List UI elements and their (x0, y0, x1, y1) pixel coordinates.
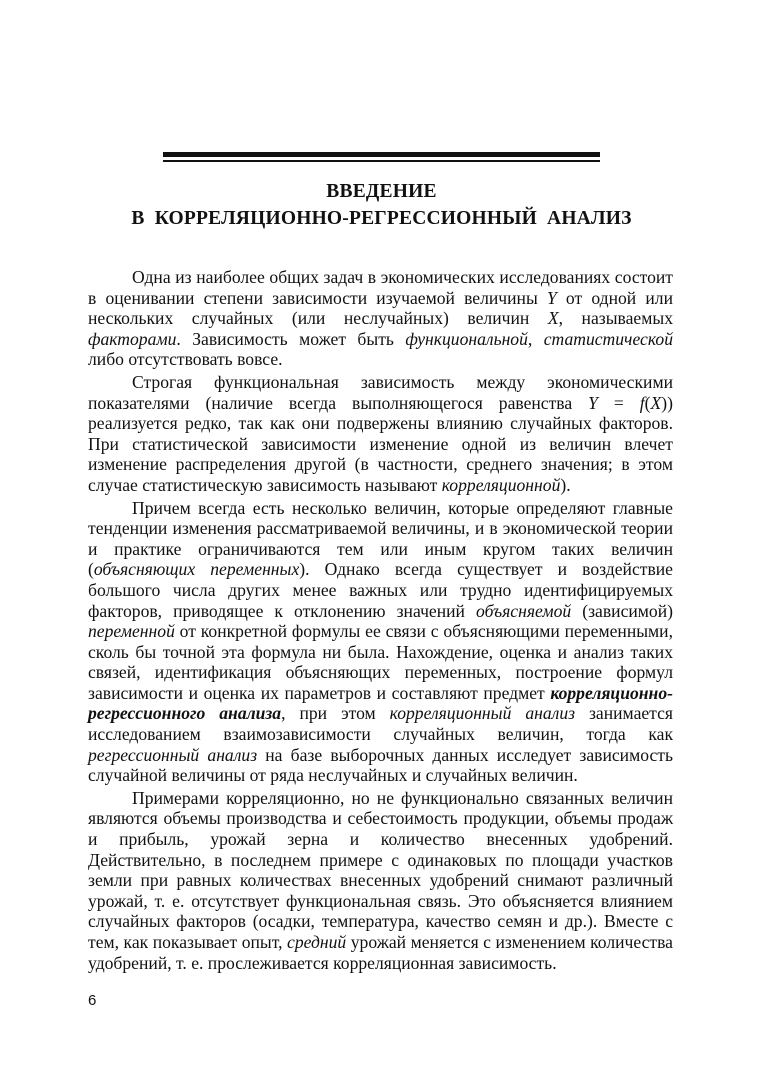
body-text (88, 267, 673, 973)
paragraph-1: Одна из наиболее общих задач в экономических исследованиях состоит в оценивании степени зависимости изучаемой величины Y от одной или нескольких случайных (или неслучайных) величин X, называемых факторами. Зависимость может быть функциональной, статистической либо отсутствовать вовсе. (88, 267, 674, 370)
chapter-title-line-2: В КОРРЕЛЯЦИОННО-РЕГРЕССИОННЫЙ АНАЛИЗ (131, 208, 632, 229)
paragraph-4: Примерами корреляционно, но не функционально связанных величин являются объемы производства и себестоимость продукции, объемы продаж и прибыль, урожай зерна и количество внесенных удобрений. Действительно, в последнем примере с одинаковых по площади участков земли при равных количествах внесенных удобрений снимают различный урожай, т. е. отсутствует функциональная связь. Это объясняется влиянием случайных факторов (осадки, температура, качество семян и др.). Вместе с тем, как показывает опыт, средний урожай меняется с изменением количества удобрений, т. е. прослеживается корреляционная зависимость. (88, 787, 673, 973)
chapter-title-line-1: ВВЕДЕНИЕ (326, 181, 437, 202)
page-number: 6 (88, 992, 97, 1009)
heading-rule-thin (163, 160, 600, 162)
heading-rule-thick (163, 152, 600, 157)
paragraph-3: Причем всегда есть несколько величин, которые определяют главные тенденции изменения рассматриваемой величины, и в экономической теории и практике ограничиваются тем или иным кругом таких величин (объясняющих переменных). Однако всегда существует и воздействие большого числа других менее важных или трудно идентифицируемых факторов, приводящее к отклонению значений объясняемой (зависимой) переменной от конкретной формулы ее связи с объясняющими переменными, сколь бы точной эта формула ни была. Нахождение, оценка и анализ таких связей, идентификация объясняющих переменных, построение формул зависимости и оценка их параметров и составляют предмет корреляционно-регрессионного анализа, при этом корреляционный анализ занимается исследованием взаимозависимости случайных величин, тогда как регрессионный анализ на базе выборочных данных исследует зависимость случайной величины от ряда неслучайных и случайных величин. (88, 497, 673, 786)
paragraph-2: Строгая функциональная зависимость между экономическими показателями (наличие всегда выполняющегося равенства Y = f(X)) реализуется редко, так как они подвержены влиянию случайных факторов. При статистической зависимости изменение одной из величин влечет изменение распределения другой (в частности, среднего значения; в этом случае статистическую зависимость называют корреляционной). (88, 371, 673, 495)
